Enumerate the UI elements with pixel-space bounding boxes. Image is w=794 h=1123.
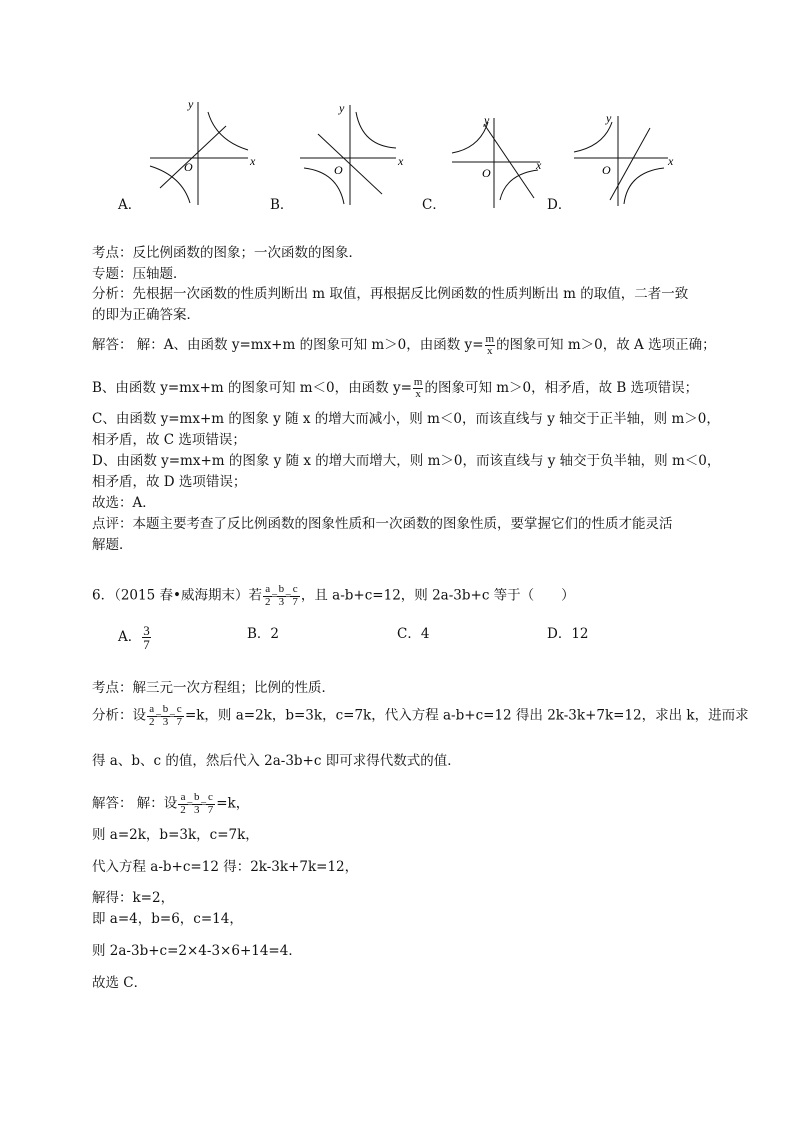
q5-dianping-2: 解题． [92, 537, 133, 553]
q6-option-d: D．12 [547, 626, 589, 642]
q6-fenxi-pre: 分析：设 [92, 707, 146, 724]
equals-sign: = [285, 590, 292, 603]
q6-line-5: 则 2a-3b+c=2×4-3×6+14=4． [92, 943, 302, 959]
q6-stem-post: ，且 a-b+c=12，则 2a-3b+c 等于（ ） [300, 587, 575, 604]
graph-a-y-label: y [188, 97, 194, 111]
q5-zhuanti: 专题：压轴题． [92, 266, 187, 282]
ratio-numerator: a [263, 584, 273, 597]
q6-line-6: 故选 C． [92, 975, 148, 991]
q6-option-c: C．4 [397, 626, 430, 642]
q6-line-2: 代入方程 a-b+c=12 得：2k-3k+7k=12， [92, 859, 359, 875]
graph-b-y-label: y [339, 101, 345, 115]
ratio-denominator: 7 [292, 595, 298, 608]
ratio-denominator: 3 [194, 803, 200, 816]
q6-option-a-label: A． [118, 629, 142, 645]
fraction-numerator: m [413, 376, 423, 388]
graph-a [150, 97, 256, 205]
q6-fenxi-1 [92, 704, 749, 728]
graph-d-option: D． [547, 197, 572, 213]
q5-answer-c-1: C、由函数 y=mx+m 的图象 y 随 x 的增大而减小，则 m＜0，而该直线与 y 轴交于正半轴，则 m＞0， [92, 411, 720, 427]
q6-stem-pre: 6．（2015 春•威海期末）若 [92, 587, 262, 604]
q6-stem [92, 584, 575, 608]
q5-answer-a-post: 的图象可知 m＞0，故 A 选项正确； [496, 337, 716, 353]
ratio-denominator: 2 [180, 803, 186, 816]
ratio-numerator: c [290, 584, 300, 597]
ratio-denominator: 7 [207, 803, 214, 816]
q6-option-a-fraction [142, 624, 151, 651]
fraction-denominator: x [415, 388, 421, 400]
ratio-numerator: a [147, 704, 157, 717]
q5-answer-b [92, 377, 698, 400]
ratio-denominator: 3 [162, 715, 169, 728]
q6-option-a [118, 624, 152, 651]
q5-conclusion: 故选：A． [92, 495, 156, 511]
ratio-numerator: a [178, 792, 188, 805]
fraction-numerator: 3 [143, 623, 150, 638]
equals-sign: = [155, 710, 162, 723]
graph-row [0, 0, 794, 220]
q6-fenxi-2: 得 a、b、c 的值，然后代入 2a-3b+c 即可求得代数式的值． [92, 753, 461, 769]
fraction-denominator: 7 [143, 637, 150, 652]
q5-answer-b-pre: B、由函数 y=mx+m 的图象可知 m＜0，由函数 y= [92, 380, 412, 396]
graph-a-origin-label: O [184, 160, 193, 174]
q6-jieda-pre: 解答： 解：设 [92, 795, 178, 812]
q5-answer-a-pre: 解答： 解：A、由函数 y=mx+m 的图象可知 m＞0，由函数 y= [92, 337, 484, 353]
graph-a-option: A． [118, 197, 142, 213]
q5-answer-d-1: D、由函数 y=mx+m 的图象 y 随 x 的增大而增大，则 m＞0，而该直线与 y 轴交于负半轴，则 m＜0， [92, 453, 721, 469]
q6-fenxi-post: =k，则 a=2k，b=3k，c=7k，代入方程 a-b+c=12 得出 2k-3k+7k=12，求出 k，进而求 [184, 707, 749, 724]
graph-b-x-label: x [398, 154, 404, 168]
graph-c-option: C． [422, 197, 446, 213]
q5-answer-b-post: 的图象可知 m＞0，相矛盾，故 B 选项错误； [424, 380, 699, 396]
q6-fenxi-ratio [147, 704, 184, 728]
q6-stem-ratio [263, 584, 300, 608]
graph-c-origin-label: O [482, 166, 491, 180]
graph-c-x-label: x [536, 158, 542, 172]
q6-jieda-1 [92, 792, 249, 816]
ratio-denominator: 2 [264, 595, 271, 608]
q5-fenxi-2: 的即为正确答案． [92, 307, 200, 323]
fraction-denominator: x [487, 345, 493, 357]
equals-sign: = [169, 710, 176, 723]
graph-d-x-label: x [668, 154, 674, 168]
ratio-denominator: 2 [149, 715, 155, 728]
ratio-denominator: 3 [278, 595, 285, 608]
ratio-numerator: b [162, 703, 169, 715]
graph-d [574, 111, 674, 206]
q6-jieda-ratio [178, 792, 215, 816]
q6-line-4: 即 a=4，b=6，c=14， [92, 911, 243, 927]
q5-answer-d-2: 相矛盾，故 D 选项错误； [92, 474, 247, 490]
q5-answer-c-2: 相矛盾，故 C 选项错误； [92, 432, 246, 448]
ratio-numerator: b [278, 583, 285, 595]
q5-fenxi-1: 分析：先根据一次函数的性质判断出 m 取值，再根据反比例函数的性质判断出 m 的取值，二者一致 [92, 286, 689, 302]
q6-line-3: 解得：k=2， [92, 890, 175, 906]
q5-answer-b-fraction [413, 377, 424, 400]
fraction-numerator: m [485, 333, 495, 345]
equals-sign: = [186, 798, 194, 811]
graph-d-origin-label: O [602, 163, 611, 177]
graph-b-origin-label: O [334, 163, 343, 177]
q5-kaodian: 考点：反比例函数的图象；一次函数的图象． [92, 245, 362, 261]
graph-a-x-label: x [250, 154, 256, 168]
q6-kaodian: 考点：解三元一次方程组；比例的性质． [92, 680, 335, 696]
q5-dianping-1: 点评：本题主要考查了反比例函数的图象性质和一次函数的图象性质，要掌握它们的性质才能灵活 [92, 516, 673, 532]
graph-c-y-label: y [484, 113, 490, 127]
graph-b [300, 101, 404, 205]
graph-b-option: B． [270, 197, 294, 213]
ratio-numerator: b [194, 791, 200, 803]
ratio-denominator: 7 [176, 715, 182, 728]
q5-answer-a [92, 334, 716, 357]
graph-c [452, 113, 542, 208]
q6-option-b: B．2 [247, 626, 280, 642]
graph-d-y-label: y [606, 111, 612, 125]
q6-line-1: 则 a=2k，b=3k，c=7k， [92, 827, 259, 843]
ratio-numerator: c [174, 704, 184, 717]
equals-sign: = [200, 798, 207, 811]
q6-jieda-post: =k， [216, 795, 250, 812]
equals-sign: = [271, 590, 278, 603]
ratio-numerator: c [206, 792, 216, 805]
q5-answer-a-fraction [485, 334, 496, 357]
